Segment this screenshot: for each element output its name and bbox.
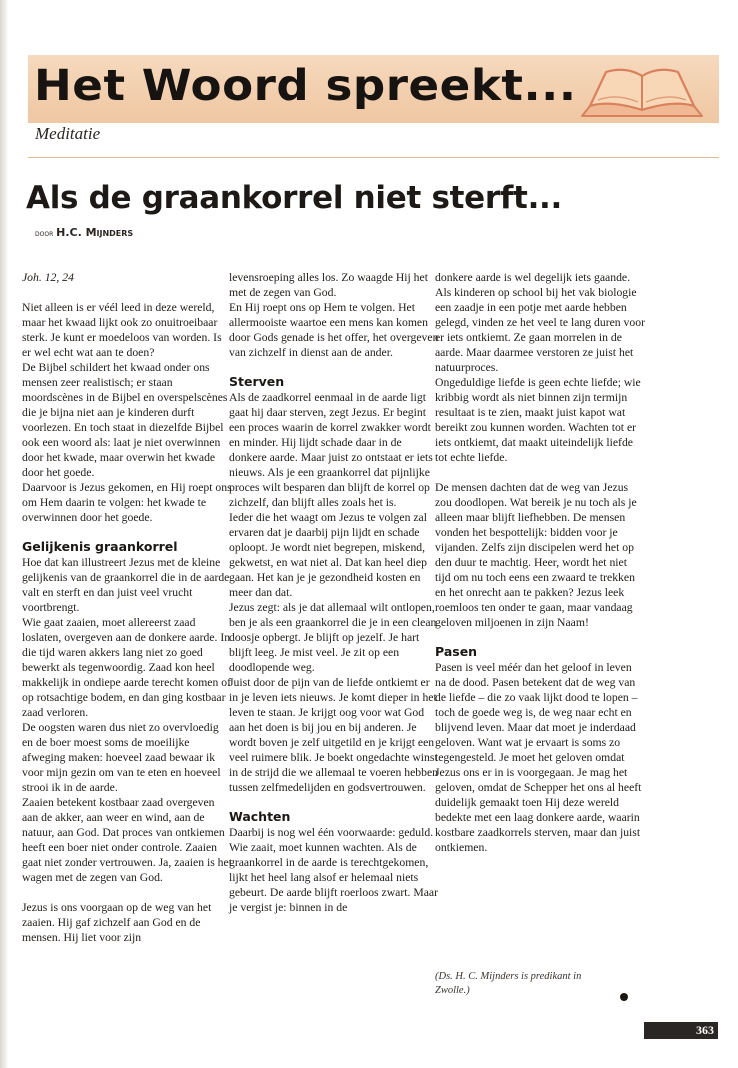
text-column-1	[22, 270, 232, 945]
byline-prefix: door	[35, 229, 54, 239]
section-subtitle: Meditatie	[35, 124, 101, 143]
page-number: 363	[696, 1023, 714, 1037]
paragraph: En Hij roept ons op Hem te volgen. Het allermooiste waartoe een mens kan komen door Gods genade is het offer, het overgeven van zichzelf in dienst aan de ander.	[229, 301, 439, 359]
subheading-pasen: Pasen	[435, 644, 478, 659]
paragraph: Ongeduldige liefde is geen echte liefde; wie kribbig wordt als niet binnen zijn termijn resultaat is te zien, maakt juist kapot wat bereikt zou kunnen worden. Wachten tot er iets ontkiemt, dat maakt uiteindelijk liefde tot echte liefde.	[435, 376, 641, 464]
paragraph: De Bijbel schildert het kwaad onder ons mensen zeer realistisch; er staan moordscènes in de Bijbel en overspelscènes die je bijna niet aan je kinderen durft voorlezen. En toch staat in diezelfde Bijbel ook een woord als: laat je niet overwinnen door het kwade, maar overwin het kwade door het goede.	[22, 361, 228, 479]
paragraph: donkere aarde is wel degelijk iets gaande.	[435, 271, 631, 284]
byline-author: H.C. Mijnders	[56, 226, 134, 239]
text-column-2	[229, 270, 439, 915]
paragraph: De mensen dachten dat de weg van Jezus zou doodlopen. Wat bereik je nu toch als je alleen maar blijft liefhebben. De mensen vonden het bespottelijk: bidden voor je vijanden. Zelfs zijn discipelen werd het op den duur te machtig. Heer, wordt het niet tijd om nu toch eens een zwaard te trekken en het onrecht aan te pakken? Jezus leek roemloos ten onder te gaan, maar vandaag geloven miljoenen in zijn Naam!	[435, 481, 637, 629]
open-book-icon	[576, 60, 708, 122]
paragraph: Niet alleen is er véél leed in deze wereld, maar het kwaad lijkt ook zo onuitroeibaar sterk. Je kunt er moedeloos van worden. Is er wel echt wat aan te doen?	[22, 301, 222, 359]
paragraph: Jezus is ons voorgaan op de weg van het zaaien. Hij gaf zichzelf aan God en de mensen. Hij liet voor zijn	[22, 901, 212, 944]
paragraph: Als de zaadkorrel eenmaal in de aarde ligt gaat hij daar sterven, zegt Jezus. Er begint een proces waarin de korrel zwakker wordt en minder. Hij lijdt schade daar in de donkere aarde. Maar juist zo ontstaat er iets nieuws. Als je een graankorrel dat pijnlijke proces wilt besparen dan blijft de korrel op zichzelf, dan blijft alles zoals het is.	[229, 391, 433, 509]
author-note: (Ds. H. C. Mijnders is predikant in Zwolle.)	[435, 971, 582, 996]
byline	[35, 226, 133, 239]
paragraph: Jezus zegt: als je dat allemaal wilt ontlopen, ben je als een graankorrel die je in een clean doosje opbergt. Je blijft op jezelf. Je hart blijft leeg. Je mist veel. Je zit op een doodlopende weg.	[229, 601, 437, 674]
paragraph: Juist door de pijn van de liefde ontkiemt er in je leven iets nieuws. Je komt dieper in het leven te staan. Je krijgt oog voor wat God aan het doen is bij jou en bij anderen. Je wordt boven je zelf uitgetild en je krijgt een veel ruimere blik. Je boekt ongedachte winst in de strijd die we allemaal te voeren hebben tussen zelfmedelijden en godsvertrouwen.	[229, 676, 438, 794]
paragraph: Ieder die het waagt om Jezus te volgen zal ervaren dat je daarbij pijn lijdt en schade oploopt. Je wordt niet begrepen, miskend, gekwetst, en wat niet al. Dat kan heel diep gaan. Het kan je je gezondheid kosten en meer dan dat.	[229, 511, 427, 599]
section-title: Het Woord spreekt...	[34, 61, 577, 111]
paragraph: Daarvoor is Jezus gekomen, en Hij roept ons om Hem daarin te volgen: het kwade te overwinnen door het goede.	[22, 481, 232, 524]
article-title: Als de graankorrel niet sterft...	[26, 180, 563, 216]
paragraph: Zaaien betekent kostbaar zaad overgeven aan de akker, aan weer en wind, aan de natuur, aan God. Dat proces van ontkiemen heeft een boer niet onder controle. Zaaien gaat niet zonder vertrouwen. Ja, zaaien is het wagen met de zegen van God.	[22, 796, 232, 884]
paragraph: Hoe dat kan illustreert Jezus met de kleine gelijkenis van de graankorrel die in de aarde valt en sterft en dan juist veel vrucht voortbrengt.	[22, 556, 230, 614]
paragraph: De oogsten waren dus niet zo overvloedig en de boer moest soms de moeilijke afweging maken: hoeveel zaad bewaar ik voor mijn gezin om van te eten en hoeveel strooi ik in de aarde.	[22, 721, 221, 794]
text-column-3	[435, 270, 645, 855]
header-divider	[28, 157, 719, 158]
paragraph: Als kinderen op school bij het vak biologie een zaadje in een potje met aarde hebben gelegd, vinden ze het veel te lang duren voor er iets ontkiemt. Ze gaan morrelen in de aarde. Maar daarmee verstoren ze juist het natuurproces.	[435, 286, 645, 374]
paragraph: Daarbij is nog wel één voorwaarde: geduld. Wie zaait, moet kunnen wachten. Als de graankorrel in de aarde is terechtgekomen, lijkt het heel lang alsof er helemaal niets gebeurt. De aarde blijft roerloos zwart. Maar je vergist je: binnen in de	[229, 826, 438, 914]
paragraph: Wie gaat zaaien, moet allereerst zaad loslaten, overgeven aan de donkere aarde. In die tijd waren akkers lang niet zo goed bewerkt als tegenwoordig. Zaad kon heel makkelijk in ondiepe aarde terecht komen of op rotsachtige bodem, en dan ging kostbaar zaad verloren.	[22, 616, 231, 719]
scan-edge	[0, 0, 8, 1068]
paragraph: levensroeping alles los. Zo waagde Hij het met de zegen van God.	[229, 271, 428, 299]
end-mark-icon	[620, 993, 628, 1001]
subheading-wachten: Wachten	[229, 809, 291, 824]
subheading-sterven: Sterven	[229, 374, 285, 389]
scripture-reference: Joh. 12, 24	[22, 271, 74, 284]
subheading-gelijkenis: Gelijkenis graankorrel	[22, 539, 178, 554]
paragraph: Pasen is veel méér dan het geloof in leven na de dood. Pasen betekent dat de weg van de liefde – die zo vaak lijkt dood te lopen – toch de goede weg is, de weg naar echt en blijvend leven. Maar dat moet je inderdaad geloven. Want wat je ervaart is soms zo tegengesteld. Je moet het geloven omdat Jezus ons er in is voorgegaan. Je mag het geloven, omdat de Schepper het ons al heeft duidelijk gemaakt toen Hij deze wereld bedekte met een laag donkere aarde, waarin kostbare zaadkorrels sterven, maar dan juist ontkiemen.	[435, 661, 642, 854]
